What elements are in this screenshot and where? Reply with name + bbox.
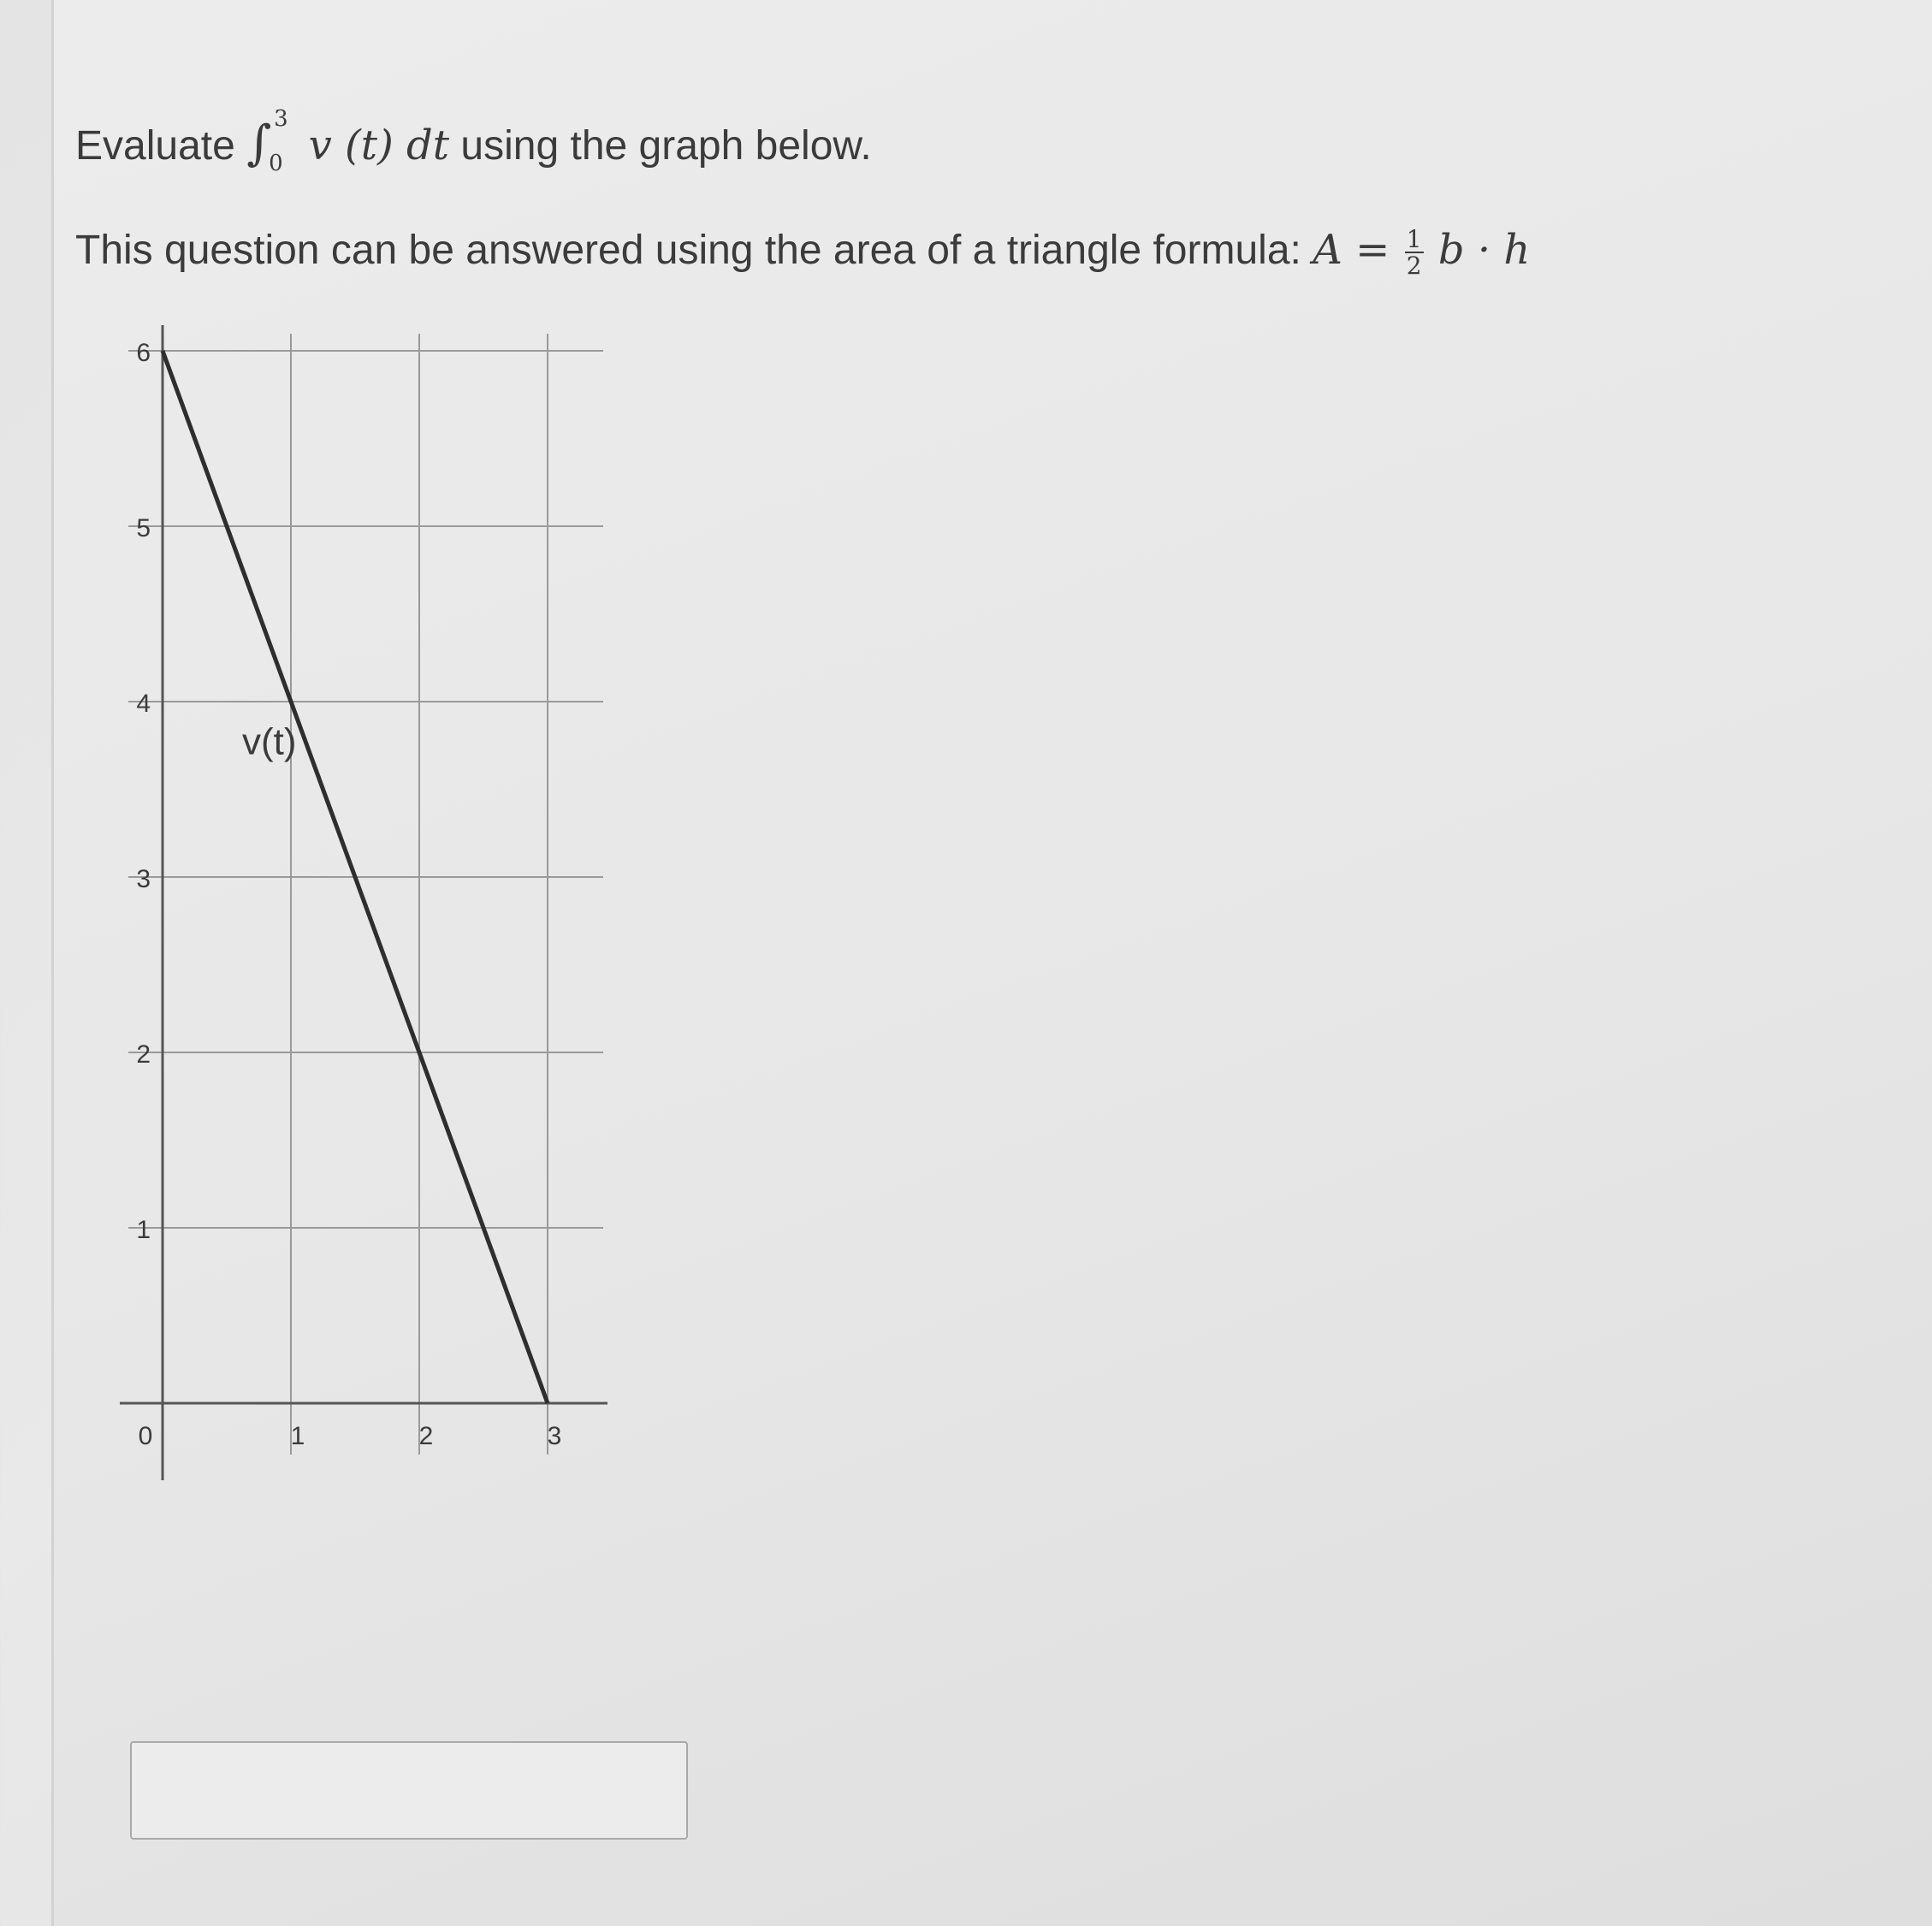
x-tick-label: 3	[547, 1422, 562, 1450]
formula-fraction	[1405, 227, 1424, 279]
y-tick-label: 6	[136, 339, 151, 367]
hint-text: This question can be answered using the area of a triangle formula:	[75, 228, 1301, 274]
fraction-numerator: 1	[1406, 225, 1422, 253]
integral-symbol: ∫	[246, 116, 272, 171]
instruction-suffix: using the graph below.	[460, 123, 872, 169]
curve-label: v(t)	[242, 720, 297, 763]
velocity-graph	[68, 308, 856, 1694]
grid-lines	[128, 334, 603, 1455]
evaluate-word: Evaluate	[75, 123, 235, 169]
answer-input[interactable]	[130, 1741, 688, 1840]
x-tick-label: 0	[138, 1422, 153, 1450]
x-tick-label: 1	[290, 1422, 305, 1450]
y-tick-label: 1	[136, 1216, 151, 1244]
x-tick-label: 2	[418, 1422, 434, 1450]
integral-lower-limit: 0	[269, 151, 283, 176]
y-tick-label: 2	[136, 1040, 151, 1069]
y-tick-label: 3	[136, 865, 151, 893]
question-prompt	[75, 106, 872, 176]
integral-expression	[246, 106, 288, 176]
formula-lhs: A =	[1313, 226, 1390, 275]
tick-labels	[136, 339, 561, 1450]
y-tick-label: 5	[136, 514, 151, 542]
integral-upper-limit: 3	[274, 106, 288, 132]
formula-rhs: b · h	[1437, 226, 1531, 275]
fraction-denominator: 2	[1406, 252, 1422, 281]
integrand: v (t) dt	[308, 121, 450, 169]
hint-line	[75, 227, 1530, 279]
y-tick-label: 4	[136, 690, 151, 718]
